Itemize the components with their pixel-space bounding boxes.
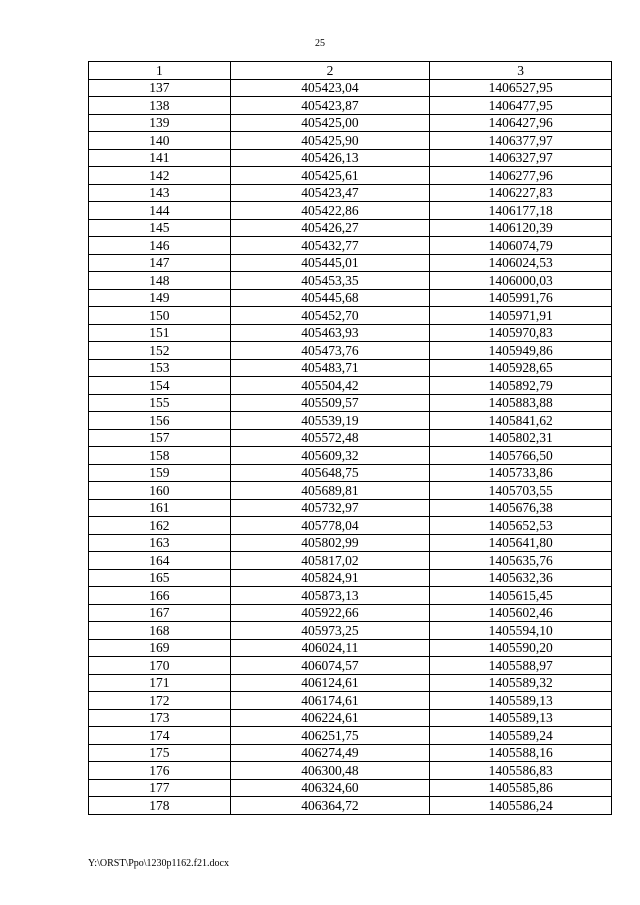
y-coordinate-cell: 1406327,97: [430, 149, 612, 167]
table-row: [89, 797, 612, 815]
row-number-cell: 137: [89, 79, 231, 97]
x-coordinate-cell: 405802,99: [230, 534, 430, 552]
row-number-cell: 151: [89, 324, 231, 342]
x-coordinate-cell: 405732,97: [230, 499, 430, 517]
table-row: [89, 202, 612, 220]
table-row: [89, 79, 612, 97]
x-coordinate-cell: 406324,60: [230, 779, 430, 797]
x-coordinate-cell: 405445,68: [230, 289, 430, 307]
y-coordinate-cell: 1406427,96: [430, 114, 612, 132]
y-coordinate-cell: 1405589,13: [430, 709, 612, 727]
y-coordinate-cell: 1405586,83: [430, 762, 612, 780]
y-coordinate-cell: 1405733,86: [430, 464, 612, 482]
y-coordinate-cell: 1405586,24: [430, 797, 612, 815]
table-row: [89, 657, 612, 675]
x-coordinate-cell: 406124,61: [230, 674, 430, 692]
row-number-cell: 157: [89, 429, 231, 447]
row-number-cell: 172: [89, 692, 231, 710]
table-row: [89, 709, 612, 727]
row-number-cell: 175: [89, 744, 231, 762]
row-number-cell: 152: [89, 342, 231, 360]
row-number-cell: 170: [89, 657, 231, 675]
y-coordinate-cell: 1405928,65: [430, 359, 612, 377]
y-coordinate-cell: 1405615,45: [430, 587, 612, 605]
x-coordinate-cell: 405423,04: [230, 79, 430, 97]
table-row: [89, 569, 612, 587]
column-header-1: 1: [89, 62, 231, 80]
y-coordinate-cell: 1405602,46: [430, 604, 612, 622]
table-row: [89, 289, 612, 307]
column-header-3: 3: [430, 62, 612, 80]
x-coordinate-cell: 405422,86: [230, 202, 430, 220]
table-row: [89, 114, 612, 132]
x-coordinate-cell: 405817,02: [230, 552, 430, 570]
y-coordinate-cell: 1405703,55: [430, 482, 612, 500]
table-row: [89, 167, 612, 185]
table-row: [89, 184, 612, 202]
row-number-cell: 140: [89, 132, 231, 150]
table-row: [89, 132, 612, 150]
x-coordinate-cell: 405426,13: [230, 149, 430, 167]
row-number-cell: 171: [89, 674, 231, 692]
row-number-cell: 178: [89, 797, 231, 815]
row-number-cell: 158: [89, 447, 231, 465]
x-coordinate-cell: 405426,27: [230, 219, 430, 237]
table-row: [89, 464, 612, 482]
row-number-cell: 146: [89, 237, 231, 255]
x-coordinate-cell: 405922,66: [230, 604, 430, 622]
x-coordinate-cell: 405824,91: [230, 569, 430, 587]
row-number-cell: 165: [89, 569, 231, 587]
row-number-cell: 156: [89, 412, 231, 430]
table-row: [89, 744, 612, 762]
y-coordinate-cell: 1405594,10: [430, 622, 612, 640]
x-coordinate-cell: 406024,11: [230, 639, 430, 657]
table-row: [89, 219, 612, 237]
y-coordinate-cell: 1405590,20: [430, 639, 612, 657]
table-row: [89, 779, 612, 797]
x-coordinate-cell: 406274,49: [230, 744, 430, 762]
row-number-cell: 138: [89, 97, 231, 115]
row-number-cell: 141: [89, 149, 231, 167]
y-coordinate-cell: 1405589,32: [430, 674, 612, 692]
x-coordinate-cell: 406224,61: [230, 709, 430, 727]
row-number-cell: 176: [89, 762, 231, 780]
y-coordinate-cell: 1405883,88: [430, 394, 612, 412]
table-row: [89, 639, 612, 657]
x-coordinate-cell: 405539,19: [230, 412, 430, 430]
x-coordinate-cell: 405445,01: [230, 254, 430, 272]
y-coordinate-cell: 1406074,79: [430, 237, 612, 255]
y-coordinate-cell: 1405632,36: [430, 569, 612, 587]
x-coordinate-cell: 405873,13: [230, 587, 430, 605]
y-coordinate-cell: 1405970,83: [430, 324, 612, 342]
row-number-cell: 168: [89, 622, 231, 640]
x-coordinate-cell: 405423,87: [230, 97, 430, 115]
table-row: [89, 534, 612, 552]
row-number-cell: 160: [89, 482, 231, 500]
row-number-cell: 149: [89, 289, 231, 307]
table-row: [89, 762, 612, 780]
x-coordinate-cell: 405452,70: [230, 307, 430, 325]
x-coordinate-cell: 405463,93: [230, 324, 430, 342]
row-number-cell: 163: [89, 534, 231, 552]
y-coordinate-cell: 1405585,86: [430, 779, 612, 797]
y-coordinate-cell: 1405635,76: [430, 552, 612, 570]
table-row: [89, 447, 612, 465]
row-number-cell: 143: [89, 184, 231, 202]
table-row: [89, 499, 612, 517]
row-number-cell: 159: [89, 464, 231, 482]
table-row: [89, 727, 612, 745]
table-row: [89, 692, 612, 710]
x-coordinate-cell: 405425,90: [230, 132, 430, 150]
table-row: [89, 517, 612, 535]
table-row: [89, 604, 612, 622]
y-coordinate-cell: 1405991,76: [430, 289, 612, 307]
x-coordinate-cell: 405425,61: [230, 167, 430, 185]
table-row: [89, 97, 612, 115]
y-coordinate-cell: 1405841,62: [430, 412, 612, 430]
x-coordinate-cell: 406300,48: [230, 762, 430, 780]
y-coordinate-cell: 1405641,80: [430, 534, 612, 552]
x-coordinate-cell: 405425,00: [230, 114, 430, 132]
y-coordinate-cell: 1406000,03: [430, 272, 612, 290]
table-row: [89, 394, 612, 412]
x-coordinate-cell: 405609,32: [230, 447, 430, 465]
x-coordinate-cell: 405648,75: [230, 464, 430, 482]
table-row: [89, 149, 612, 167]
row-number-cell: 174: [89, 727, 231, 745]
row-number-cell: 144: [89, 202, 231, 220]
table-row: [89, 482, 612, 500]
row-number-cell: 153: [89, 359, 231, 377]
row-number-cell: 177: [89, 779, 231, 797]
table-row: [89, 324, 612, 342]
x-coordinate-cell: 405432,77: [230, 237, 430, 255]
table-row: [89, 412, 612, 430]
row-number-cell: 147: [89, 254, 231, 272]
y-coordinate-cell: 1406277,96: [430, 167, 612, 185]
y-coordinate-cell: 1405802,31: [430, 429, 612, 447]
row-number-cell: 145: [89, 219, 231, 237]
x-coordinate-cell: 405423,47: [230, 184, 430, 202]
row-number-cell: 169: [89, 639, 231, 657]
table-row: [89, 237, 612, 255]
x-coordinate-cell: 405778,04: [230, 517, 430, 535]
y-coordinate-cell: 1405589,13: [430, 692, 612, 710]
row-number-cell: 164: [89, 552, 231, 570]
row-number-cell: 154: [89, 377, 231, 395]
coordinates-table: [88, 61, 612, 815]
table-row: [89, 377, 612, 395]
y-coordinate-cell: 1405949,86: [430, 342, 612, 360]
table-row: [89, 552, 612, 570]
table-row: [89, 254, 612, 272]
x-coordinate-cell: 406174,61: [230, 692, 430, 710]
table-header-row: [89, 62, 612, 80]
page-number: 25: [315, 38, 325, 49]
table-row: [89, 342, 612, 360]
x-coordinate-cell: 405504,42: [230, 377, 430, 395]
footer-file-path: Y:\ORST\Ppo\1230p1162.f21.docx: [88, 858, 229, 869]
table-row: [89, 429, 612, 447]
x-coordinate-cell: 405572,48: [230, 429, 430, 447]
y-coordinate-cell: 1405588,16: [430, 744, 612, 762]
x-coordinate-cell: 405473,76: [230, 342, 430, 360]
table-row: [89, 359, 612, 377]
y-coordinate-cell: 1405588,97: [430, 657, 612, 675]
row-number-cell: 166: [89, 587, 231, 605]
row-number-cell: 155: [89, 394, 231, 412]
table-row: [89, 587, 612, 605]
row-number-cell: 162: [89, 517, 231, 535]
y-coordinate-cell: 1405766,50: [430, 447, 612, 465]
y-coordinate-cell: 1405652,53: [430, 517, 612, 535]
x-coordinate-cell: 406251,75: [230, 727, 430, 745]
table-row: [89, 307, 612, 325]
y-coordinate-cell: 1406527,95: [430, 79, 612, 97]
y-coordinate-cell: 1406377,97: [430, 132, 612, 150]
x-coordinate-cell: 406364,72: [230, 797, 430, 815]
x-coordinate-cell: 406074,57: [230, 657, 430, 675]
table-row: [89, 622, 612, 640]
y-coordinate-cell: 1406120,39: [430, 219, 612, 237]
row-number-cell: 139: [89, 114, 231, 132]
column-header-2: 2: [230, 62, 430, 80]
row-number-cell: 161: [89, 499, 231, 517]
table-row: [89, 674, 612, 692]
x-coordinate-cell: 405453,35: [230, 272, 430, 290]
y-coordinate-cell: 1405892,79: [430, 377, 612, 395]
table-body: [89, 79, 612, 814]
row-number-cell: 142: [89, 167, 231, 185]
y-coordinate-cell: 1405589,24: [430, 727, 612, 745]
row-number-cell: 148: [89, 272, 231, 290]
y-coordinate-cell: 1405676,38: [430, 499, 612, 517]
x-coordinate-cell: 405689,81: [230, 482, 430, 500]
y-coordinate-cell: 1406227,83: [430, 184, 612, 202]
y-coordinate-cell: 1406024,53: [430, 254, 612, 272]
x-coordinate-cell: 405973,25: [230, 622, 430, 640]
x-coordinate-cell: 405483,71: [230, 359, 430, 377]
y-coordinate-cell: 1405971,91: [430, 307, 612, 325]
row-number-cell: 167: [89, 604, 231, 622]
y-coordinate-cell: 1406477,95: [430, 97, 612, 115]
row-number-cell: 150: [89, 307, 231, 325]
row-number-cell: 173: [89, 709, 231, 727]
table-row: [89, 272, 612, 290]
y-coordinate-cell: 1406177,18: [430, 202, 612, 220]
x-coordinate-cell: 405509,57: [230, 394, 430, 412]
